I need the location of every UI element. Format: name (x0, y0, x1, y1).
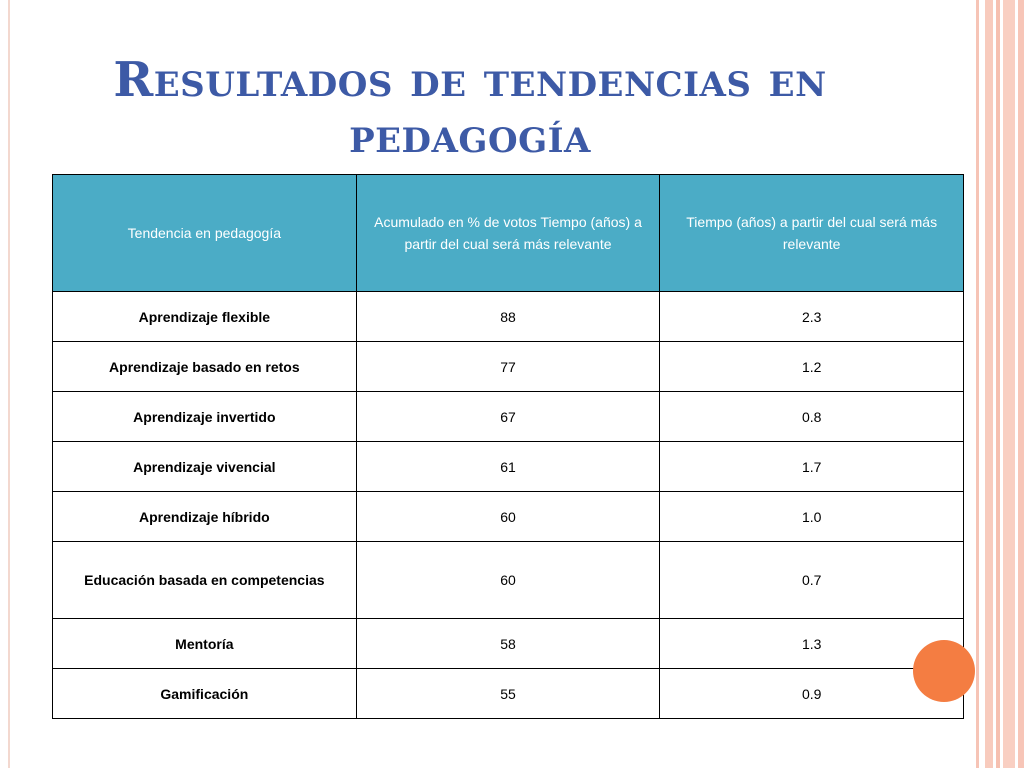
votes-value: 60 (356, 542, 660, 619)
trend-name: Aprendizaje invertido (53, 392, 357, 442)
header-votes: Acumulado en % de votos Tiempo (años) a partir del cual será más relevante (356, 175, 660, 292)
years-value: 1.3 (660, 619, 964, 669)
table-header-row (53, 175, 964, 292)
trend-name: Mentoría (53, 619, 357, 669)
votes-value: 67 (356, 392, 660, 442)
table-row (53, 342, 964, 392)
years-value: 0.8 (660, 392, 964, 442)
table-row (53, 669, 964, 719)
decorative-stripe (985, 0, 993, 768)
header-trend: Tendencia en pedagogía (53, 175, 357, 292)
trend-name: Educación basada en competencias (53, 542, 357, 619)
table-row (53, 492, 964, 542)
years-value: 0.7 (660, 542, 964, 619)
votes-value: 58 (356, 619, 660, 669)
left-border-line (8, 0, 10, 768)
trend-name: Aprendizaje flexible (53, 292, 357, 342)
table-row (53, 542, 964, 619)
votes-value: 77 (356, 342, 660, 392)
votes-value: 60 (356, 492, 660, 542)
trend-name: Aprendizaje vivencial (53, 442, 357, 492)
trend-name: Aprendizaje basado en retos (53, 342, 357, 392)
table-row (53, 442, 964, 492)
years-value: 1.2 (660, 342, 964, 392)
trend-name: Aprendizaje híbrido (53, 492, 357, 542)
votes-value: 55 (356, 669, 660, 719)
years-value: 0.9 (660, 669, 964, 719)
slide-title: Resultados de tendencias en pedagogía (113, 52, 827, 164)
table-row (53, 619, 964, 669)
trend-name: Gamificación (53, 669, 357, 719)
decorative-stripe (1003, 0, 1015, 768)
decorative-stripe (976, 0, 979, 768)
decorative-stripe (1018, 0, 1024, 768)
votes-value: 61 (356, 442, 660, 492)
years-value: 2.3 (660, 292, 964, 342)
votes-value: 88 (356, 292, 660, 342)
decorative-stripe (996, 0, 1000, 768)
table-row (53, 392, 964, 442)
table-row (53, 292, 964, 342)
years-value: 1.7 (660, 442, 964, 492)
header-years: Tiempo (años) a partir del cual será más relevante (660, 175, 964, 292)
years-value: 1.0 (660, 492, 964, 542)
decorative-orange-circle (913, 640, 975, 702)
trends-table (52, 174, 964, 719)
